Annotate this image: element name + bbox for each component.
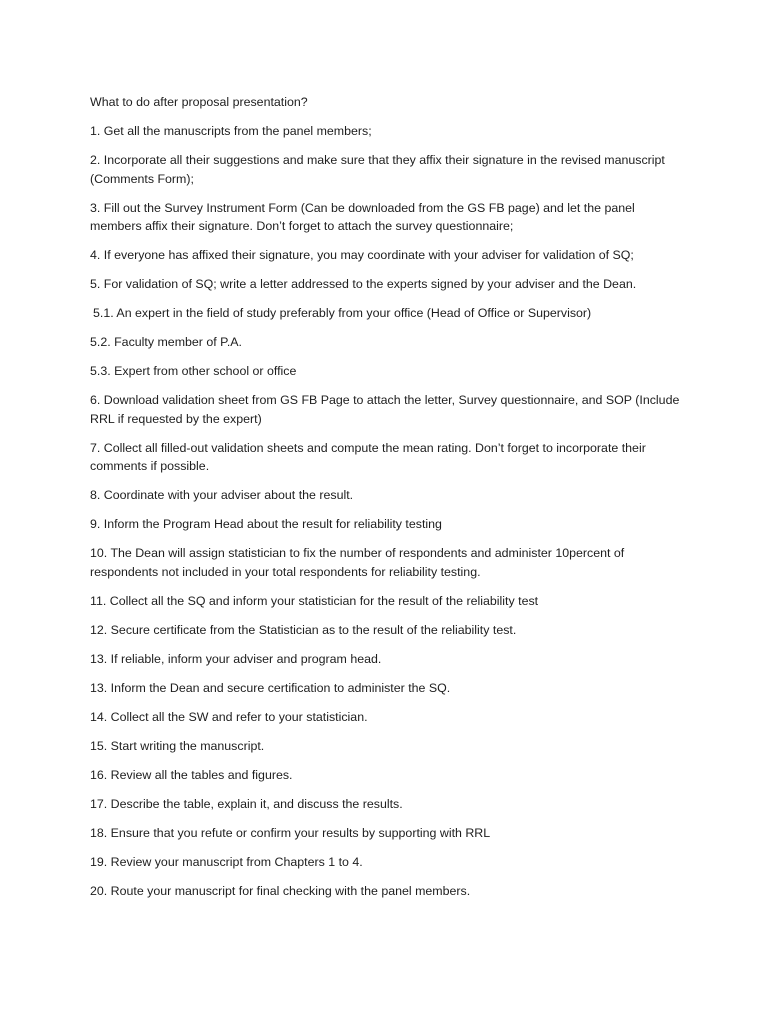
document-page (90, 93, 680, 911)
step-7: 7. Collect all filled-out validation sheets and compute the mean rating. Don’t forget to incorporate their comments if possible. (90, 440, 646, 473)
step-17: 17. Describe the table, explain it, and discuss the results. (90, 796, 403, 811)
document-title: What to do after proposal presentation? (90, 95, 308, 109)
step-1: 1. Get all the manuscripts from the panel members; (90, 124, 372, 138)
step-6: 6. Download validation sheet from GS FB Page to attach the letter, Survey questionnaire, and SOP (Include RRL if requested by the expert) (90, 393, 680, 426)
step-5-1: 5.1. An expert in the field of study preferably from your office (Head of Office or Supervisor) (93, 306, 592, 320)
step-5-2: 5.2. Faculty member of P.A. (90, 335, 242, 349)
step-18: 18. Ensure that you refute or confirm your results by supporting with RRL (90, 825, 491, 840)
step-4: 4. If everyone has affixed their signature, you may coordinate with your adviser for validation of SQ; (90, 248, 634, 262)
step-3: 3. Fill out the Survey Instrument Form (Can be downloaded from the GS FB page) and let the panel members affix their signature. Don’t forget to attach the survey questionnaire; (90, 200, 635, 233)
step-13b: 13. Inform the Dean and secure certification to administer the SQ. (90, 680, 451, 695)
step-14: 14. Collect all the SW and refer to your statistician. (90, 709, 368, 724)
step-8: 8. Coordinate with your adviser about the result. (90, 488, 354, 502)
step-20: 20. Route your manuscript for final checking with the panel members. (90, 883, 471, 898)
step-16: 16. Review all the tables and figures. (90, 767, 293, 782)
step-2: 2. Incorporate all their suggestions and make sure that they affix their signature in the revised manuscript (Comments Form); (90, 153, 665, 186)
step-15: 15. Start writing the manuscript. (90, 738, 265, 753)
step-10: 10. The Dean will assign statistician to fix the number of respondents and administer 10percent of respondents not included in your total respondents for reliability testing. (90, 546, 625, 579)
step-5-3: 5.3. Expert from other school or office (90, 364, 297, 378)
step-13a: 13. If reliable, inform your adviser and program head. (90, 651, 382, 666)
step-5: 5. For validation of SQ; write a letter addressed to the experts signed by your adviser and the Dean. (90, 277, 637, 291)
step-11: 11. Collect all the SQ and inform your statistician for the result of the reliability test (90, 593, 539, 608)
step-9: 9. Inform the Program Head about the result for reliability testing (90, 517, 442, 531)
step-12: 12. Secure certificate from the Statistician as to the result of the reliability test. (90, 622, 517, 637)
step-19: 19. Review your manuscript from Chapters 1 to 4. (90, 854, 363, 869)
